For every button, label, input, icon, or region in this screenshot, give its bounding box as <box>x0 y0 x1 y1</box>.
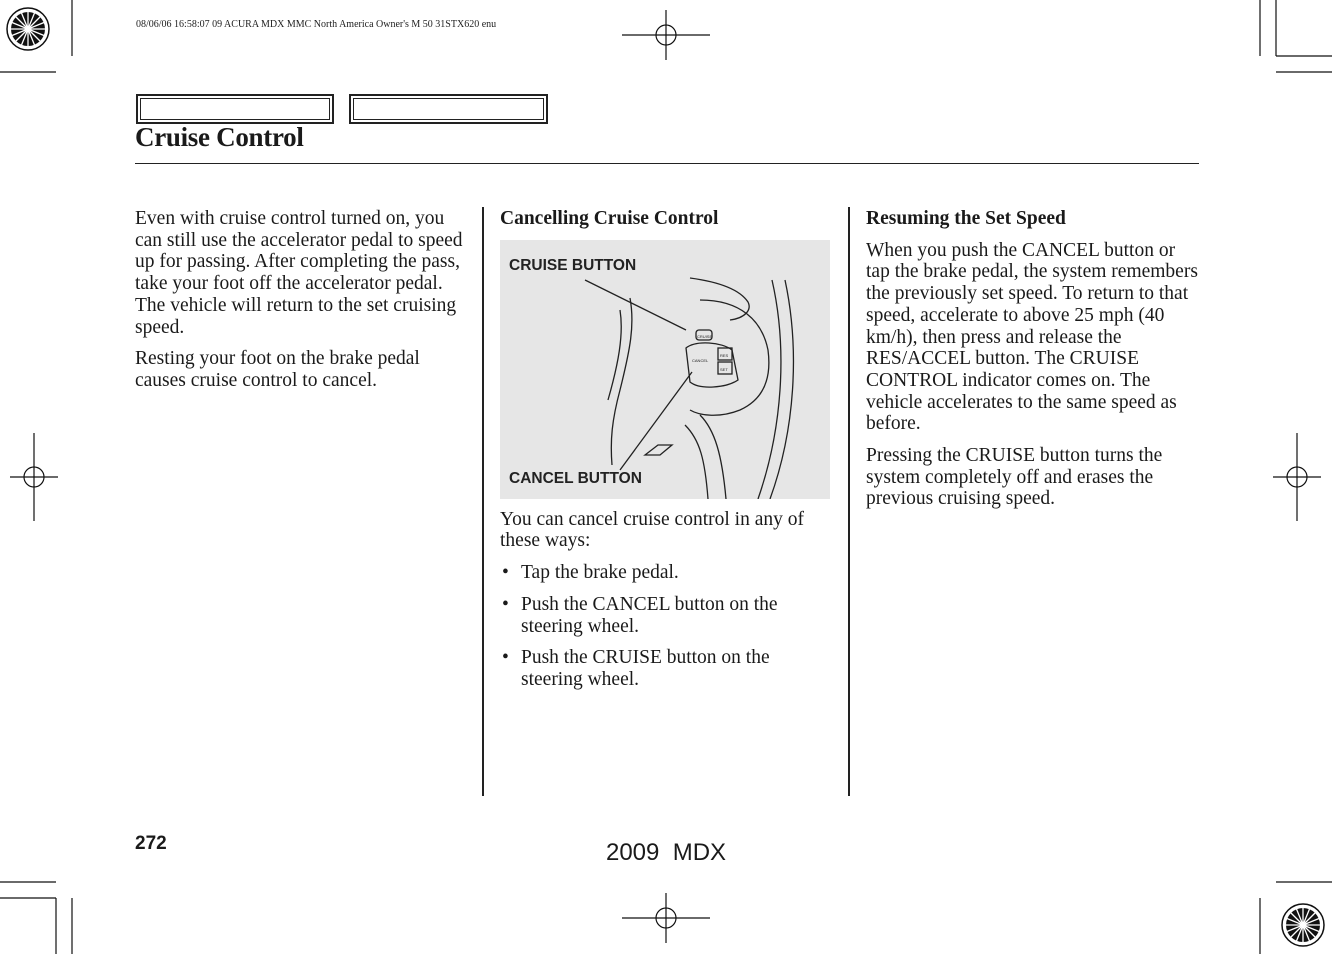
footer-model-name: 2009 MDX <box>605 839 727 866</box>
list-item-text: Push the CRUISE button on the steering wheel. <box>521 647 770 690</box>
cancel-button-text: CANCEL <box>692 357 709 363</box>
section-heading: Resuming the Set Speed <box>866 208 1066 229</box>
print-header-info: 08/06/06 16:58:07 09 ACURA MDX MMC North America Owner's M 50 31STX620 enu <box>136 19 497 30</box>
bullet-icon: • <box>502 593 509 615</box>
left-column <box>135 208 475 402</box>
paragraph: Even with cruise control turned on, you can still use the accelerator pedal to speed up for passing. After completing the pass, take your foot off the accelerator pedal. The vehicle will return to the set cruising speed. <box>135 208 463 338</box>
res-button-text: RES <box>720 352 729 358</box>
paragraph: When you push the CANCEL button or tap the brake pedal, the system remembers the previously set speed. To return to that speed, accelerate to above 25 mph (40 km/h), then press and release the RES/ACCEL button. The CRUISE CONTROL indicator comes on. The vehicle accelerates to the same speed as before. <box>866 239 1198 435</box>
list-item <box>500 562 835 584</box>
list-item-text: Tap the brake pedal. <box>521 562 679 584</box>
cruise-button-label: CRUISE BUTTON <box>509 256 637 274</box>
title-rule <box>135 163 1199 164</box>
steering-wheel-figure <box>500 240 830 499</box>
list-item <box>500 647 835 690</box>
bullet-icon: • <box>502 562 509 584</box>
nav-tab-index[interactable] <box>349 94 548 124</box>
cancel-methods-list <box>500 562 835 691</box>
cancel-button-label: CANCEL BUTTON <box>509 469 642 487</box>
paragraph: You can cancel cruise control in any of these ways: <box>500 508 804 552</box>
sunburst-target-bottom-right <box>1282 904 1324 946</box>
list-item <box>500 594 835 637</box>
paragraph: Pressing the CRUISE button turns the system completely off and erases the previous cruising speed. <box>866 445 1163 510</box>
sunburst-target-top-left <box>7 8 49 50</box>
column-divider <box>848 207 850 796</box>
right-column <box>866 208 1201 520</box>
page-number: 272 <box>135 833 167 854</box>
column-divider <box>482 207 484 796</box>
set-button-text: SET <box>720 366 728 372</box>
bullet-icon: • <box>502 647 509 669</box>
cruise-button-text: CRUISE <box>697 333 713 339</box>
list-item-text: Push the CANCEL button on the steering wheel. <box>521 593 778 637</box>
section-heading: Cancelling Cruise Control <box>500 208 719 229</box>
page-title: Cruise Control <box>135 122 304 152</box>
paragraph: Resting your foot on the brake pedal causes cruise control to cancel. <box>135 348 420 391</box>
middle-column <box>500 208 835 701</box>
nav-tab-main-menu[interactable] <box>136 94 334 124</box>
steering-wheel-illustration <box>500 240 830 499</box>
